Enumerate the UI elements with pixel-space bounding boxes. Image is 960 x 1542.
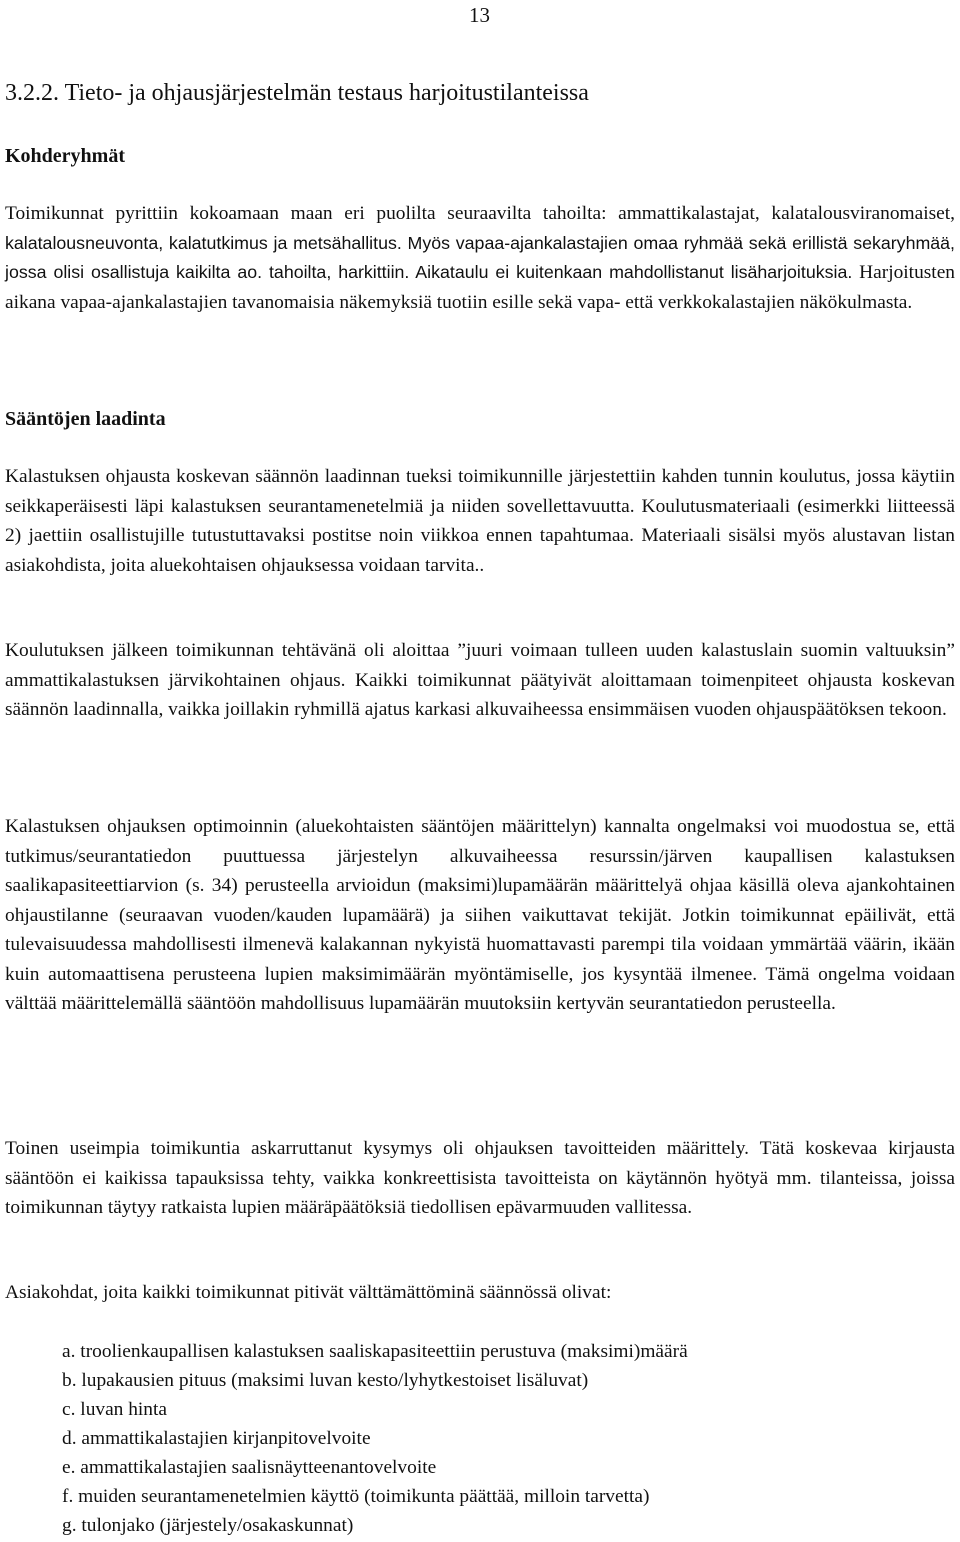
- paragraph-tavoitteet: Toinen useimpia toimikuntia askarruttanut kysymys oli ohjauksen tavoitteiden määrittely. Tätä koskevaa kirjausta sääntöön ei kaikissa tapauksissa tehty, vaikka konkreettisista tavoitteista on käytännön hyötyä mm. tilanteissa, joissa toimikunnan täytyy ratkaista lupien määräpäätöksiä tiedollisen epävarmuuden vallitessa.: [5, 1138, 955, 1218]
- list-item: b. lupakausien pituus (maksimi luvan kesto/lyhytkestoiset lisäluvat): [62, 1370, 589, 1391]
- paragraph-koulutus: Kalastuksen ohjausta koskevan säännön laadinnan tueksi toimikunnille järjestettiin kahden tunnin koulutus, jossa käytiin seikkaperäisesti läpi kalastuksen seurantamenetelmiä ja niiden sovellettavuutta. Koulutusmateriaali (esimerkki liitteessä 2) jaettiin osallistujille tutustuttavaksi postitse noin viikkoa ennen tapahtumaa. Materiaali sisälsi myös alustavan listan asiakohdista, joita aluekohtaisen ohjauksessa voidaan tarvita..: [5, 466, 955, 576]
- list-item: c. luvan hinta: [62, 1399, 168, 1420]
- heading-kohderyhmat: Kohderyhmät: [5, 145, 125, 167]
- list-item: d. ammattikalastajien kirjanpitovelvoite: [62, 1428, 371, 1449]
- paragraph-optimointi: Kalastuksen ohjauksen optimoinnin (aluekohtaisten sääntöjen määrittelyn) kannalta ongelmaksi voi muodostua se, että tutkimus/seurantatiedon puuttuessa järjestelyn alkuvaiheessa resurssin/järven kaupallisen kalastuksen saalikapasiteettiarvion (s. 34) perusteella arvioidun (maksimi)lupamäärän määrittelyä ohjaa käsillä oleva ajankohtainen ohjaustilanne (seuraavan vuoden/kauden lupamäärä) ja siihen vaikuttavat tekijät. Jotkin toimikunnat epäilivät, että tulevaisuudessa mahdollisesti ilmenevä kalakannan nykyistä huomattavasti parempi tila voidaan ymmärtää väärin, ikään kuin automaattisena perusteena lupien maksimimäärän myöntämiselle, jos kysyntää ilmenee. Tämä ongelma voidaan välttää määrittelemällä sääntöön mahdollisuus lupamäärän muutoksiin kertyvän seurantatiedon perusteella.: [5, 816, 955, 1014]
- paragraph-koulutuksen-jalkeen: Koulutuksen jälkeen toimikunnan tehtävänä oli aloittaa ”juuri voimaan tulleen uuden kalastuslain suomin valtuuksin” ammattikalastuksen järvikohtainen ohjaus. Kaikki toimikunnat päätyivät aloittamaan toimenpiteet ohjausta koskevan säännön laadinnalla, vaikka joillakin ryhmillä ajatus karkasi alkuvaiheessa ensimmäisen vuoden ohjauspäätöksen tekoon.: [5, 640, 955, 720]
- list-item: f. muiden seurantamenetelmien käyttö (toimikunta päättää, milloin tarvetta): [62, 1486, 650, 1507]
- section-title: 3.2.2. Tieto- ja ohjausjärjestelmän testaus harjoitustilanteissa: [5, 80, 589, 106]
- list-item: g. tulonjako (järjestely/osakaskunnat): [62, 1515, 354, 1536]
- paragraph-asiakohdat-intro: Asiakohdat, joita kaikki toimikunnat pitivät välttämättöminä säännössä olivat:: [5, 1282, 612, 1303]
- paragraph-kohderyhmat: [5, 199, 955, 317]
- paragraph-kohderyhmat-part-b: Harjoitusten aikana vapaa-ajankalastajien tavanomaisia näkemyksiä tuotiin esille sekä vapa- että verkkokalastajien näkökulmasta.: [5, 262, 955, 313]
- paragraph-kohderyhmat-part-a: Toimikunnat pyrittiin kokoamaan maan eri puolilta seuraavilta tahoilta: ammattikalastajat, kalatalousviranomaiset,: [5, 203, 955, 224]
- asiakohdat-list: [62, 1337, 688, 1540]
- list-item: e. ammattikalastajien saalisnäytteenantovelvoite: [62, 1457, 437, 1478]
- paragraph-kohderyhmat-part-sans: kalatalousneuvonta, kalatutkimus ja metsähallitus. Myös vapaa-ajankalastajien omaa ryhmää sekä erillistä sekaryhmää, jossa olisi osallistuja kaikilta ao. tahoilta, harkittiin. Aikataulu ei kuitenkaan mahdollistanut lisäharjoituksia.: [5, 232, 955, 282]
- heading-saantojen-laadinta: Sääntöjen laadinta: [5, 408, 166, 430]
- page-number: 13: [469, 3, 490, 27]
- list-item: a. troolienkaupallisen kalastuksen saaliskapasiteettiin perustuva (maksimi)määrä: [62, 1341, 688, 1362]
